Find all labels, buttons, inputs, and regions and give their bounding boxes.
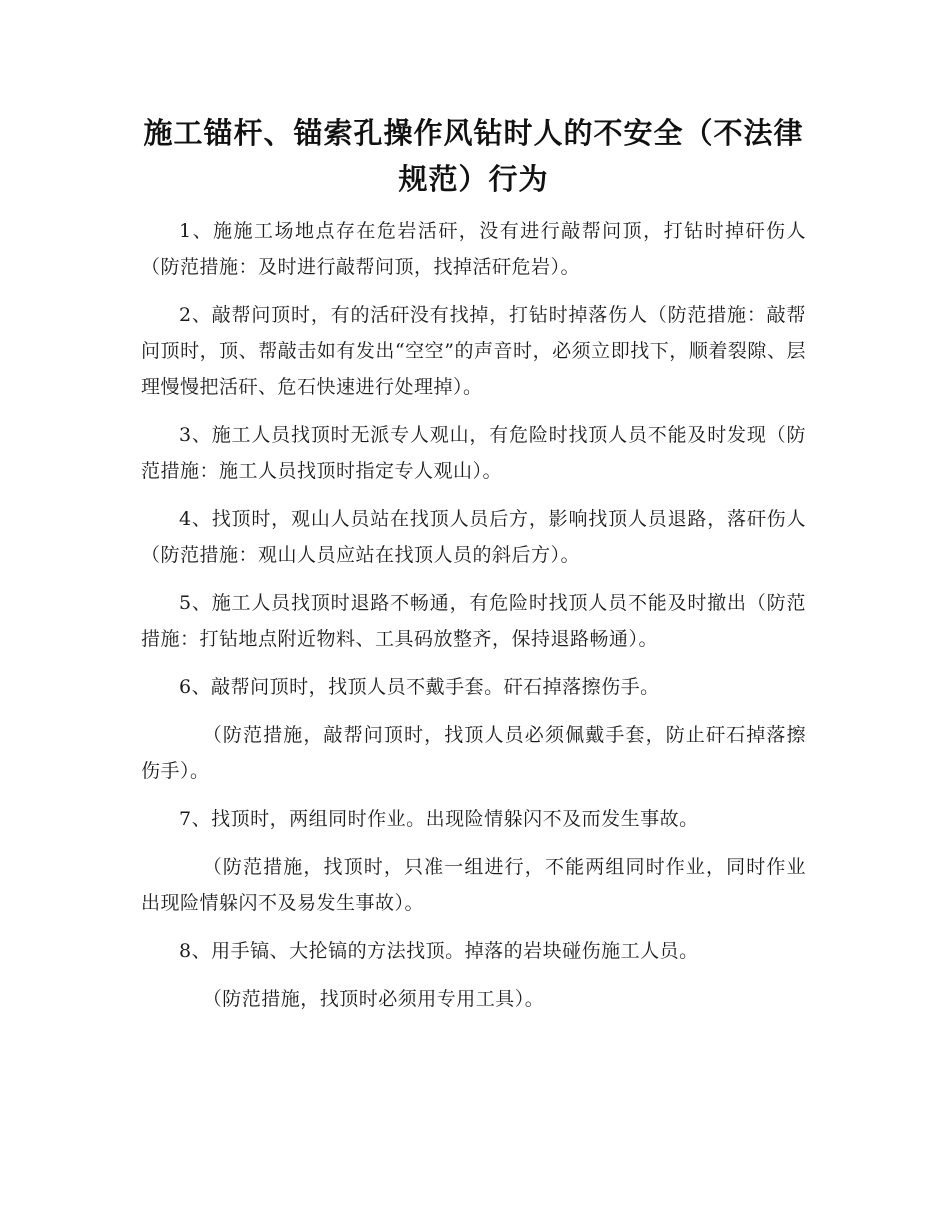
document-page xyxy=(141,110,806,1017)
document-title: 施工锚杆、锚索孔操作风钻时人的不安全（不法律规范）行为 xyxy=(143,116,804,196)
paragraph-item-4: 4、找顶时，观山人员站在找顶人员后方，影响找顶人员退路，落矸伤人（防范措施：观山人员应站在找顶人员的斜后方）。 xyxy=(141,508,806,566)
paragraph-item-6: 6、敲帮问顶时，找顶人员不戴手套。矸石掉落擦伤手。 xyxy=(179,676,660,698)
paragraph-item-7: 7、找顶时，两组同时作业。出现险情躲闪不及而发生事故。 xyxy=(179,808,699,830)
paragraph-measure-6: （防范措施，敲帮问顶时，找顶人员必须佩戴手套，防止矸石掉落擦伤手）。 xyxy=(141,724,806,782)
paragraph-item-3: 3、施工人员找顶时无派专人观山，有危险时找顶人员不能及时发现（防范措施：施工人员找顶时指定专人观山）。 xyxy=(141,424,806,482)
paragraph-item-5: 5、施工人员找顶时退路不畅通，有危险时找顶人员不能及时撤出（防范措施：打钻地点附近物料、工具码放整齐，保持退路畅通）。 xyxy=(141,592,806,650)
paragraph-measure-7: （防范措施，找顶时，只准一组进行，不能两组同时作业，同时作业出现险情躲闪不及易发生事故）。 xyxy=(141,856,806,914)
paragraph-measure-8: （防范措施，找顶时必须用专用工具）。 xyxy=(202,988,545,1010)
paragraph-item-8: 8、用手镐、大抡镐的方法找顶。掉落的岩块碰伤施工人员。 xyxy=(179,940,699,962)
paragraph-item-2: 2、敲帮问顶时，有的活矸没有找掉，打钻时掉落伤人（防范措施：敲帮问顶时，顶、帮敲击如有发出“空空”的声音时，必须立即找下，顺着裂隙、层理慢慢把活矸、危石快速进行处理掉）。 xyxy=(141,304,806,398)
paragraph-item-1: 1、施施工场地点存在危岩活矸，没有进行敲帮问顶，打钻时掉矸伤人（防范措施：及时进行敲帮问顶，找掉活矸危岩）。 xyxy=(141,220,806,278)
